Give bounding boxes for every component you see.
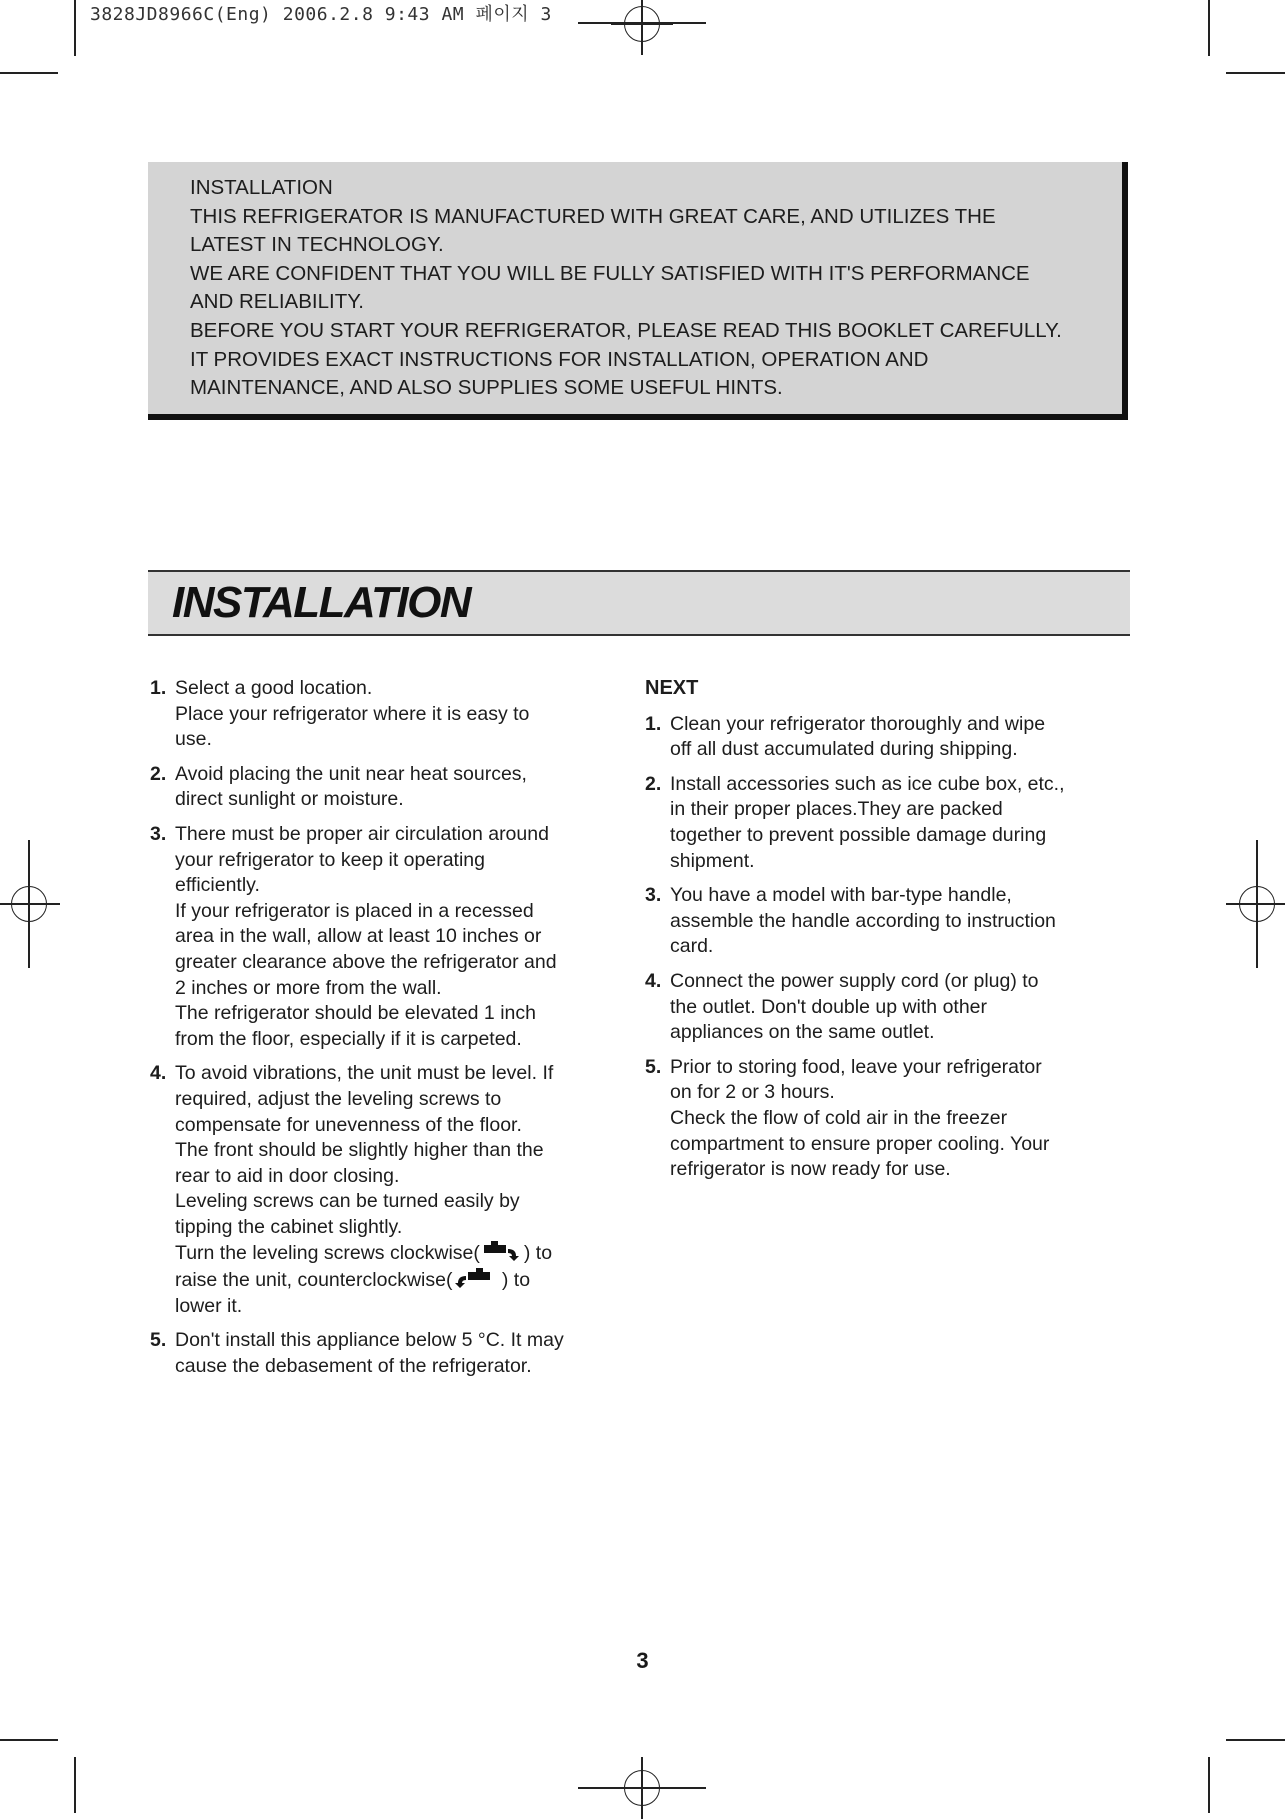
intro-line: THIS REFRIGERATOR IS MANUFACTURED WITH GREAT CARE, AND UTILIZES THE (190, 204, 996, 228)
intro-line: BEFORE YOU START YOUR REFRIGERATOR, PLEASE READ THIS BOOKLET CAREFULLY. (190, 318, 1062, 342)
list-item (150, 1328, 620, 1379)
item-text: card. (670, 935, 714, 958)
list-item (645, 883, 1115, 960)
item-text: the outlet. Don't double up with other (670, 995, 988, 1018)
item-text: The refrigerator should be elevated 1 inch (175, 1002, 536, 1025)
item-number: 1. (150, 677, 167, 699)
item-text: cause the debasement of the refrigerator. (175, 1354, 532, 1377)
item-text: assemble the handle according to instruction (670, 909, 1056, 932)
registration-mark-icon (1239, 886, 1275, 922)
item-text: refrigerator is now ready for use. (670, 1158, 951, 1181)
print-header: 3828JD8966C(Eng) 2006.2.8 9:43 AM 페이지 3 (90, 4, 552, 25)
item-text: If your refrigerator is placed in a recessed (175, 899, 534, 922)
item-text: Connect the power supply cord (or plug) to (670, 969, 1039, 992)
next-steps-list (645, 676, 1115, 1192)
item-text: together to prevent possible damage during (670, 823, 1047, 846)
item-text: Don't install this appliance below 5 °C. It may (175, 1329, 564, 1352)
item-text: off all dust accumulated during shipping. (670, 738, 1018, 761)
item-number: 2. (150, 762, 167, 785)
item-text: Check the flow of cold air in the freezer (670, 1106, 1008, 1129)
list-item (645, 1055, 1115, 1183)
item-text: You have a model with bar-type handle, (670, 884, 1012, 907)
intro-line: MAINTENANCE, AND ALSO SUPPLIES SOME USEFUL HINTS. (190, 376, 783, 400)
item-text: required, adjust the leveling screws to (175, 1087, 502, 1110)
item-text: tipping the cabinet slightly. (175, 1215, 403, 1238)
item-text: Select a good location. (175, 677, 373, 699)
list-item (150, 1061, 620, 1319)
intro-line: WE ARE CONFIDENT THAT YOU WILL BE FULLY SATISFIED WITH IT'S PERFORMANCE (190, 261, 1030, 285)
registration-mark-icon (11, 886, 47, 922)
item-text: Prior to storing food, leave your refrigerator (670, 1055, 1042, 1078)
item-text: appliances on the same outlet. (670, 1021, 935, 1044)
item-text: Turn the leveling screws clockwise( (175, 1242, 480, 1265)
section-title: INSTALLATION (172, 578, 471, 627)
intro-text (190, 174, 1102, 403)
item-text: shipment. (670, 849, 755, 872)
item-text: Leveling screws can be turned easily by (175, 1190, 520, 1213)
registration-mark-icon (624, 6, 660, 42)
item-text: ) to (523, 1242, 553, 1265)
item-text: in their proper places.They are packed (670, 798, 1003, 821)
screw-direction-line (175, 1267, 620, 1294)
intro-line: AND RELIABILITY. (190, 290, 364, 314)
item-text: ) to (496, 1269, 531, 1292)
item-text: To avoid vibrations, the unit must be level. If (175, 1062, 554, 1085)
item-text: There must be proper air circulation around (175, 822, 549, 845)
item-text: efficiently. (175, 874, 260, 897)
screw-direction-line (175, 1240, 620, 1267)
item-text: rear to aid in door closing. (175, 1164, 400, 1187)
item-text: Avoid placing the unit near heat sources, (175, 762, 527, 785)
list-item (645, 712, 1115, 763)
list-item (645, 969, 1115, 1046)
registration-mark-icon (624, 1770, 660, 1806)
section-header (148, 570, 1130, 636)
item-text: use. (175, 728, 212, 751)
item-text: Place your refrigerator where it is easy to (175, 702, 530, 725)
item-text: The front should be slightly higher than the (175, 1139, 544, 1162)
intro-box (148, 162, 1128, 420)
next-heading: NEXT (645, 677, 699, 699)
intro-line: LATEST IN TECHNOLOGY. (190, 233, 444, 257)
item-text: area in the wall, allow at least 10 inches or (175, 925, 542, 948)
intro-line: INSTALLATION (190, 176, 333, 199)
item-text: direct sunlight or moisture. (175, 788, 404, 811)
list-item (645, 772, 1115, 874)
item-number: 5. (645, 1055, 662, 1078)
item-number: 3. (150, 822, 167, 845)
installation-steps-list (150, 676, 620, 1388)
item-text: compensate for unevenness of the floor. (175, 1113, 522, 1136)
item-number: 4. (150, 1062, 167, 1085)
intro-line: IT PROVIDES EXACT INSTRUCTIONS FOR INSTALLATION, OPERATION AND (190, 347, 929, 371)
item-number: 3. (645, 884, 662, 907)
list-item (150, 822, 620, 1052)
item-text: Clean your refrigerator thoroughly and wipe (670, 712, 1046, 735)
item-text: from the floor, especially if it is carpeted. (175, 1027, 522, 1050)
page-number: 3 (636, 1648, 649, 1673)
clockwise-arrow-icon (482, 1240, 522, 1262)
item-text: 2 inches or more from the wall. (175, 976, 442, 999)
counterclockwise-arrow-icon (454, 1267, 494, 1289)
item-number: 2. (645, 772, 662, 795)
item-text: on for 2 or 3 hours. (670, 1081, 835, 1104)
item-number: 1. (645, 712, 662, 735)
item-text: your refrigerator to keep it operating (175, 848, 486, 871)
item-text: Install accessories such as ice cube box, etc., (670, 772, 1065, 795)
item-text: lower it. (175, 1294, 243, 1317)
item-text: raise the unit, counterclockwise( (175, 1269, 453, 1292)
list-item (150, 762, 620, 813)
list-item (150, 676, 620, 753)
item-number: 4. (645, 969, 662, 992)
item-text: greater clearance above the refrigerator and (175, 950, 557, 973)
item-number: 5. (150, 1329, 167, 1352)
item-text: compartment to ensure proper cooling. Your (670, 1132, 1050, 1155)
